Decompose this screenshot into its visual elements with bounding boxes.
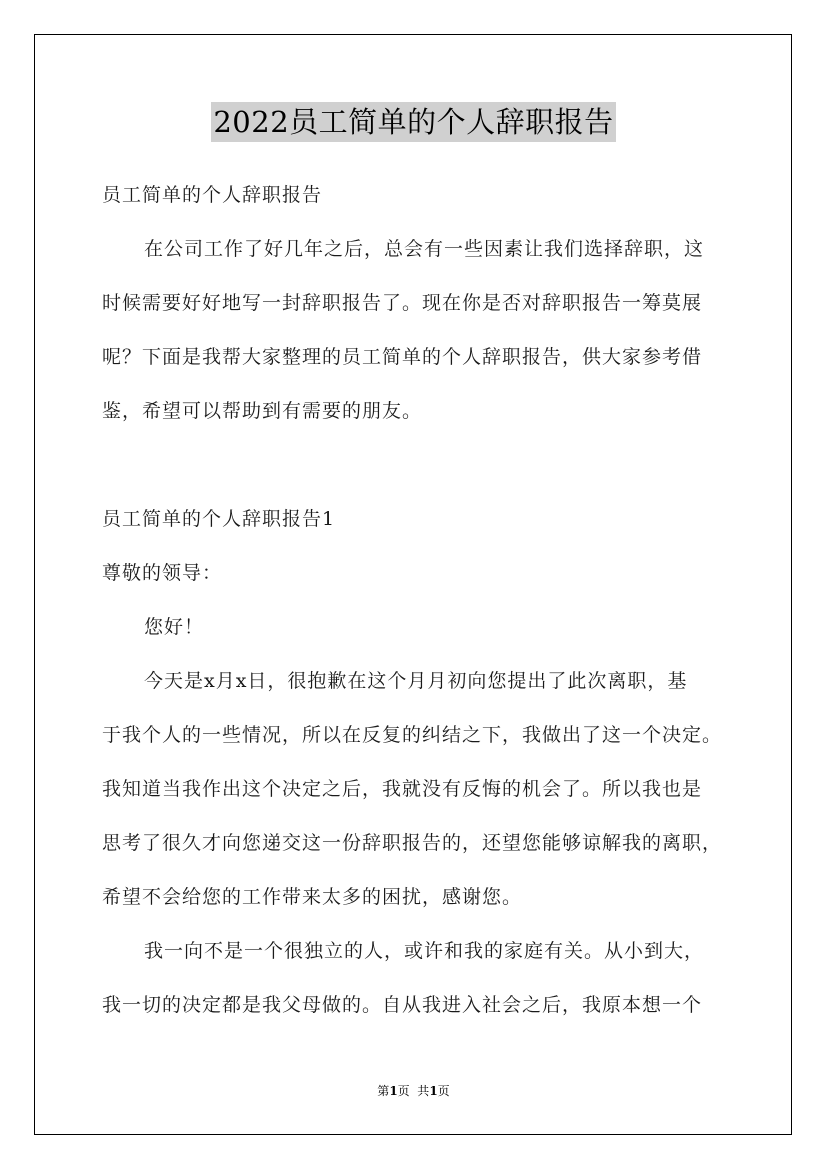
paragraph-line: 于我个人的一些情况，所以在反复的纠结之下，我做出了这一个决定。 [102,724,723,746]
paragraph-line: 希望不会给您的工作带来太多的困扰，感谢您。 [102,886,523,908]
page-total: 1 [429,1084,438,1098]
paragraph-line: 时候需要好好地写一封辞职报告了。现在你是否对辞职报告一筹莫展 [102,292,703,314]
paragraph-line: 在公司工作了好几年之后，总会有一些因素让我们选择辞职，这 [144,238,705,260]
page-current: 1 [389,1084,398,1098]
title-wrap [0,102,827,142]
paragraph-line: 呢？下面是我帮大家整理的员工简单的个人辞职报告，供大家参考借 [102,346,703,368]
greeting: 您好！ [144,616,205,638]
page-prefix: 第 [377,1084,390,1098]
paragraph-line: 我一向不是一个很独立的人，或许和我的家庭有关。从小到大， [144,940,705,962]
page-suffix: 页 [437,1084,450,1098]
subtitle-line: 员工简单的个人辞职报告 [102,184,323,206]
section-heading: 员工简单的个人辞职报告1 [102,508,336,530]
paragraph-line: 今天是x月x日，很抱歉在这个月月初向您提出了此次离职，基 [144,670,688,692]
paragraph-line: 我知道当我作出这个决定之后，我就没有反悔的机会了。所以我也是 [102,778,703,800]
paragraph-line: 我一切的决定都是我父母做的。自从我进入社会之后，我原本想一个 [102,994,703,1016]
salutation: 尊敬的领导： [102,562,223,584]
page-footer [0,1083,827,1099]
page-mid: 页 共 [397,1084,430,1098]
paragraph-line: 鉴，希望可以帮助到有需要的朋友。 [102,400,423,422]
document-title: 2022员工简单的个人辞职报告 [211,102,615,142]
paragraph-line: 思考了很久才向您递交这一份辞职报告的，还望您能够谅解我的离职， [102,832,723,854]
